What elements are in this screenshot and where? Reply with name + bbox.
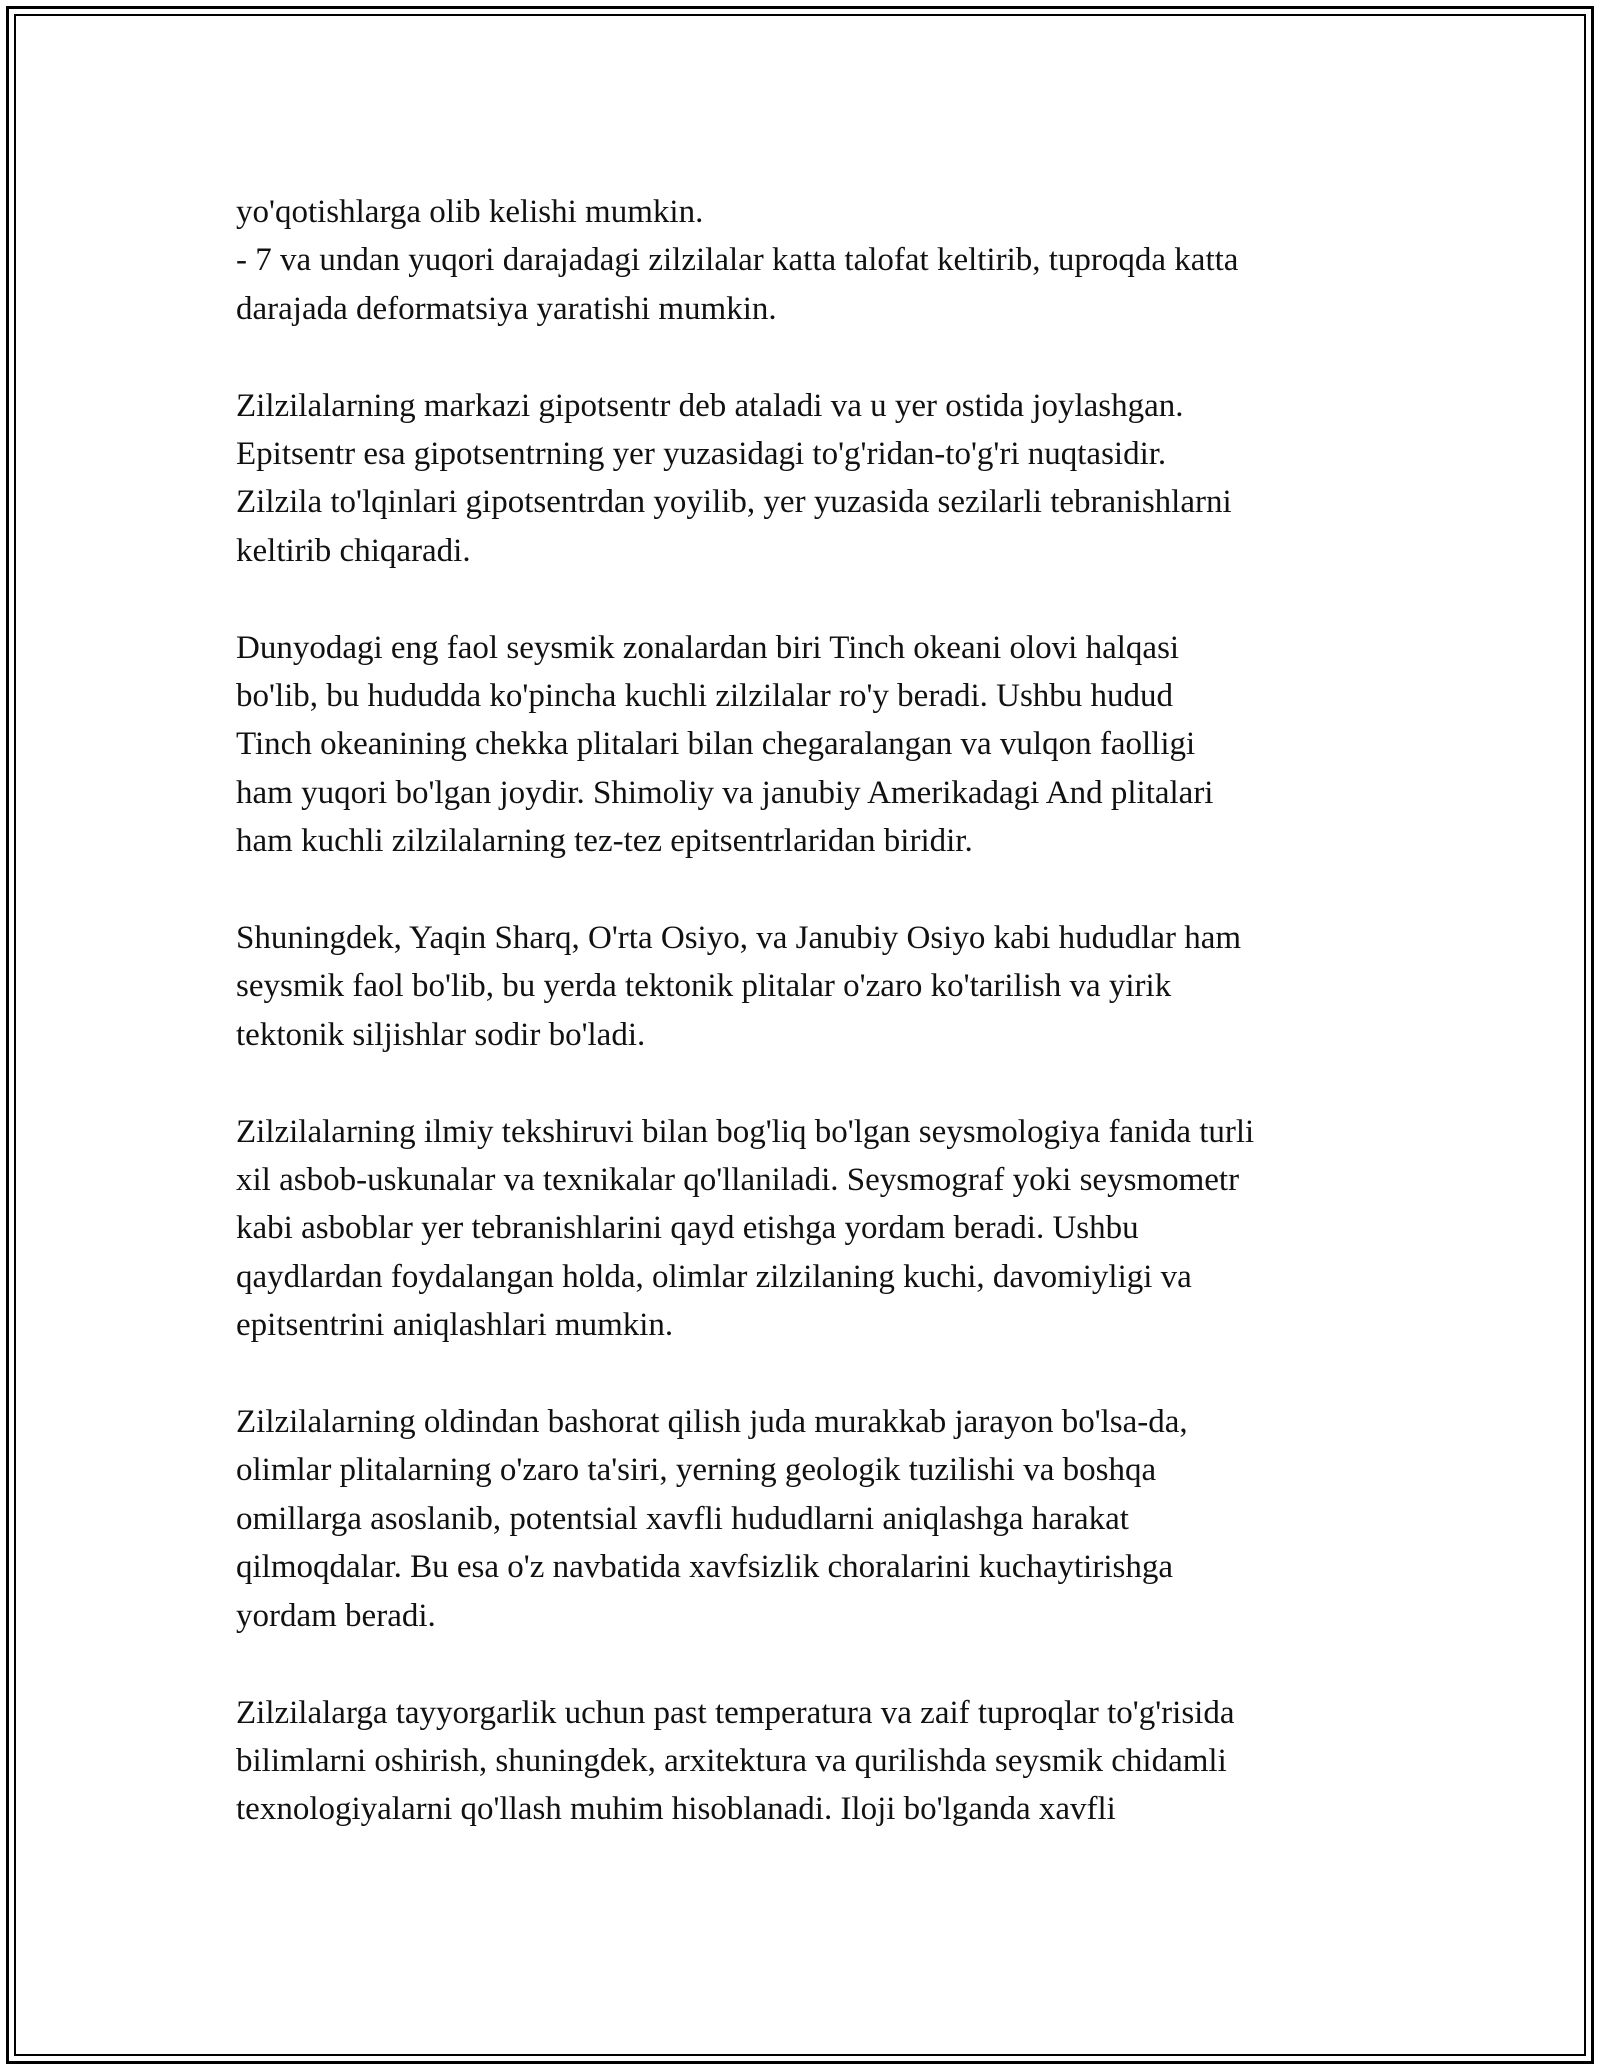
paragraph: [236, 1689, 1406, 1834]
paragraph: [236, 1398, 1406, 1640]
text-line: Shuningdek, Yaqin Sharq, O'rta Osiyo, va Janubiy Osiyo kabi hududlar ham: [236, 920, 1242, 957]
text-line: qaydlardan foydalangan holda, olimlar zilzilaning kuchi, davomiyligi va: [236, 1258, 1192, 1295]
text-line: tektonik siljishlar sodir bo'ladi.: [236, 1016, 646, 1053]
text-line: keltirib chiqaradi.: [236, 532, 471, 569]
text-line: qilmoqdalar. Bu esa o'z navbatida xavfsizlik choralarini kuchaytirishga: [236, 1549, 1173, 1586]
text-line: Zilzila to'lqinlari gipotsentrdan yoyilib, yer yuzasida sezilarli tebranishlarni: [236, 484, 1232, 521]
text-line: olimlar plitalarning o'zaro ta'siri, yerning geologik tuzilishi va boshqa: [236, 1452, 1157, 1489]
paragraph: [236, 914, 1406, 1059]
text-line: omillarga asoslanib, potentsial xavfli hududlarni aniqlashga harakat: [236, 1500, 1129, 1537]
text-line: darajada deformatsiya yaratishi mumkin.: [236, 290, 777, 327]
paragraph: [236, 382, 1406, 576]
text-line: kabi asboblar yer tebranishlarini qayd etishga yordam beradi. Ushbu: [236, 1210, 1139, 1247]
text-line: xil asbob-uskunalar va texnikalar qo'llaniladi. Seysmograf yoki seysmometr: [236, 1162, 1240, 1199]
text-line: bilimlarni oshirish, shuningdek, arxitektura va qurilishda seysmik chidamli: [236, 1742, 1227, 1779]
text-line: Epitsentr esa gipotsentrning yer yuzasidagi to'g'ridan-to'g'ri nuqtasidir.: [236, 436, 1167, 473]
text-line: ham kuchli zilzilalarning tez-tez epitsentrlaridan biridir.: [236, 823, 973, 860]
text-line: Dunyodagi eng faol seysmik zonalardan biri Tinch okeani olovi halqasi: [236, 629, 1180, 666]
text-line: Zilzilalarga tayyorgarlik uchun past temperatura va zaif tuproqlar to'g'risida: [236, 1694, 1235, 1731]
text-line: yordam beradi.: [236, 1597, 436, 1634]
document-body: [236, 188, 1406, 1882]
paragraph: [236, 188, 1406, 333]
paragraph: [236, 1108, 1406, 1350]
text-line: yo'qotishlarga olib kelishi mumkin.: [236, 194, 704, 230]
text-line: Zilzilalarning oldindan bashorat qilish juda murakkab jarayon bo'lsa-da,: [236, 1404, 1188, 1441]
text-line: Tinch okeanining chekka plitalari bilan chegaralangan va vulqon faolligi: [236, 726, 1196, 763]
text-line: seysmik faol bo'lib, bu yerda tektonik plitalar o'zaro ko'tarilish va yirik: [236, 968, 1172, 1005]
text-line: epitsentrini aniqlashlari mumkin.: [236, 1307, 674, 1344]
text-line: Zilzilalarning markazi gipotsentr deb ataladi va u yer ostida joylashgan.: [236, 387, 1184, 424]
text-line: Zilzilalarning ilmiy tekshiruvi bilan bog'liq bo'lgan seysmologiya fanida turli: [236, 1113, 1255, 1150]
paragraph: [236, 624, 1406, 866]
text-line: bo'lib, bu hududda ko'pincha kuchli zilzilalar ro'y beradi. Ushbu hudud: [236, 678, 1174, 715]
text-line: ham yuqori bo'lgan joydir. Shimoliy va janubiy Amerikadagi And plitalari: [236, 774, 1214, 811]
text-line: - 7 va undan yuqori darajadagi zilzilalar katta talofat keltirib, tuproqda katta: [236, 242, 1239, 279]
text-line: texnologiyalarni qo'llash muhim hisoblanadi. Iloji bo'lganda xavfli: [236, 1791, 1116, 1828]
